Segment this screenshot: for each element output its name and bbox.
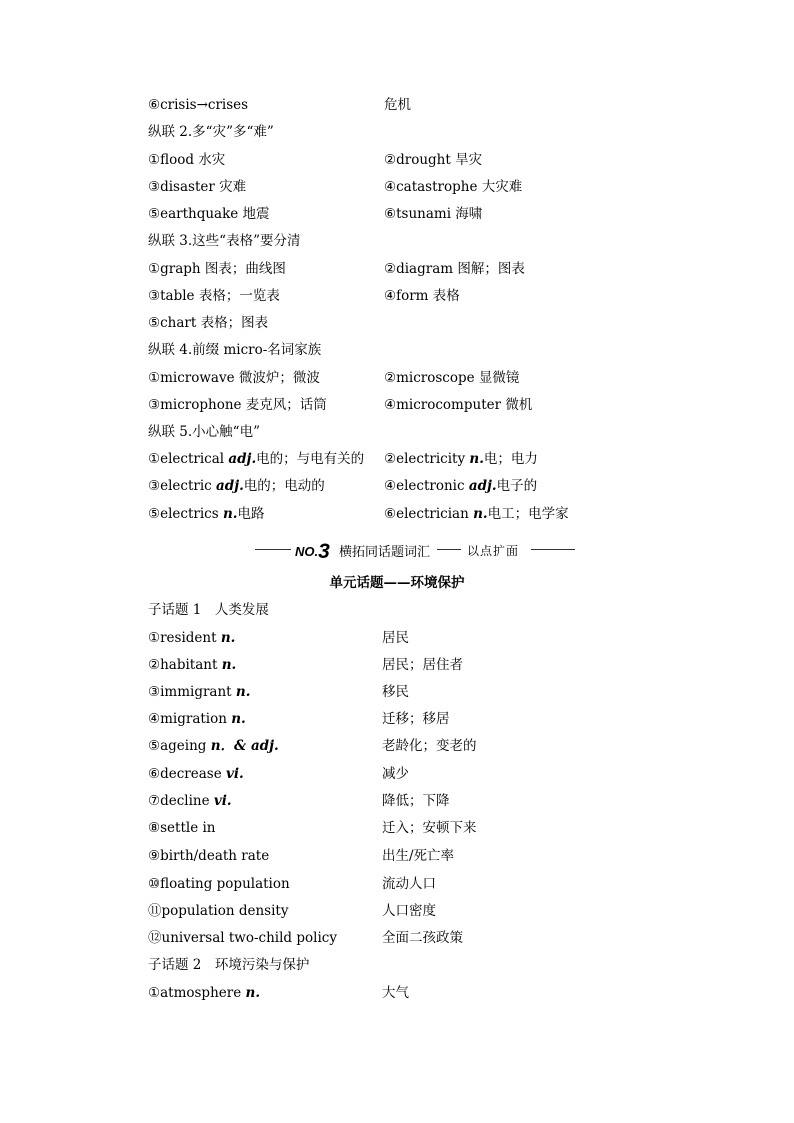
vocab-word: ③electric [148,478,217,494]
vocab-meaning: 移民 [382,684,409,700]
vocab-meaning: 大气 [382,985,409,1001]
vocab-word-text: ⑤ageing [148,738,211,754]
vocab-item: ④form 表格 [384,288,460,304]
vocab-meaning: 危机 [384,97,411,113]
vocab-word: ②electricity [384,451,470,467]
vocab-item: ③table 表格；一览表 [148,288,280,304]
subtopic-1-title: 子话题 1 人类发展 [148,602,269,618]
vocab-meaning: 电工；电学家 [487,506,569,522]
vocab-item: ⑥tsunami 海啸 [384,206,483,222]
vocab-word [148,736,279,756]
vocab-word-text: ③immigrant [148,684,236,700]
vocab-meaning: 电路 [237,506,265,522]
vocab-meaning: 电子的 [496,478,538,494]
vocab-meaning: 迁移；移居 [382,711,450,727]
vocab-word-text: ②habitant [148,657,222,673]
vocab-pos: n. [221,657,237,673]
vocab-meaning: 出生/死亡率 [382,848,455,864]
vocab-word: ⑫universal two-child policy [148,930,337,946]
vocab-item [384,476,537,496]
banner-title: 横拓同话题词汇 [339,545,431,560]
vocab-pos: n. [235,684,251,700]
vocab-item: ③microphone 麦克风；话筒 [148,397,327,413]
vocab-item [384,449,538,469]
vocab-item: ②microscope 显微镜 [384,370,520,386]
vocab-item: ①microwave 微波炉；微波 [148,370,320,386]
banner-no-number: 3 [318,540,330,563]
vocab-pos: adj. [216,478,244,494]
vocab-item: ④microcomputer 微机 [384,397,533,413]
vocab-item: ⑤earthquake 地震 [148,206,270,222]
vocab-meaning: 电；电力 [483,451,538,467]
vocab-item: ①graph 图表；曲线图 [148,261,286,277]
vocab-meaning: 电的；与电有关的 [256,451,365,467]
vocab-word [148,983,260,1003]
vocab-item: ④catastrophe 大灾难 [384,179,523,195]
vocab-pos: adj. [468,478,497,494]
vocab-item [148,504,264,524]
vocab-word: ①electrical [148,451,229,467]
vocab-word: ⑪population density [148,903,289,919]
group-4-title: 纵联 4.前缀 micro-名词家族 [148,342,322,358]
vocab-word-text: ⑦decline [148,793,214,809]
vocab-meaning: 居民 [382,630,409,646]
vocab-meaning: 电的；电动的 [243,478,325,494]
vocab-word [148,682,250,702]
vocab-word-text: ①atmosphere [148,985,246,1001]
banner-divider [437,549,461,550]
vocab-pos: n. [220,630,236,646]
group-5-title: 纵联 5.小心触“电” [148,424,260,440]
vocab-word [148,709,246,729]
group-3-title: 纵联 3.这些“表格”要分清 [148,233,301,249]
vocab-word [148,791,232,811]
vocab-meaning: 迁入；安顿下来 [382,820,477,836]
vocab-item: ①flood 水灾 [148,152,226,168]
vocab-pos: adj. [228,451,257,467]
banner-divider [531,549,575,550]
vocab-word [148,655,236,675]
vocab-pos: n. [473,506,488,522]
vocab-item [384,504,569,524]
vocab-meaning: 老龄化；变老的 [382,738,477,754]
vocab-item: ③disaster 灾难 [148,179,247,195]
vocab-pos: vi. [213,793,232,809]
vocab-word: ⑨birth/death rate [148,848,270,864]
vocab-pos: n. [469,451,484,467]
vocab-meaning: 居民；居住者 [382,657,463,673]
vocab-meaning: 减少 [382,766,409,782]
vocab-pos: n．& adj. [210,738,279,754]
vocab-word-text: ④migration [148,711,232,727]
vocab-word [148,764,244,784]
vocab-word: ⑤electrics [148,506,223,522]
banner-number [295,538,330,562]
vocab-pos: n. [222,506,238,522]
section-banner [255,537,575,561]
vocab-item: ②diagram 图解；图表 [384,261,525,277]
vocab-word-text: ⑥decrease [148,766,226,782]
vocab-meaning: 全面二孩政策 [382,930,463,946]
vocab-meaning: 流动人口 [382,876,436,892]
vocab-meaning: 降低；下降 [382,793,450,809]
subtopic-2-title: 子话题 2 环境污染与保护 [148,957,310,973]
group-2-title: 纵联 2.多“灾”多“难” [148,124,274,140]
vocab-word-text: ①resident [148,630,221,646]
vocab-word: ⑥electrician [384,506,474,522]
vocab-item: ⑤chart 表格；图表 [148,315,269,331]
topic-title: 单元话题——环境保护 [329,575,465,591]
banner-subtitle: 以点扩面 [467,544,520,558]
vocab-item: ②drought 旱灾 [384,152,483,168]
vocab-pos: n. [231,711,246,727]
vocab-word [148,628,235,648]
vocab-meaning: 人口密度 [382,903,436,919]
vocab-item [148,449,364,469]
vocab-pos: n. [245,985,261,1001]
vocab-word: ④electronic [384,478,469,494]
vocab-pos: vi. [226,766,244,782]
vocab-word: ⑥crisis→crises [148,97,249,113]
vocab-item [148,476,325,496]
banner-no-prefix: NO. [295,544,319,559]
banner-divider [255,549,291,550]
vocab-word: ⑧settle in [148,820,216,836]
vocab-word: ⑩floating population [148,876,290,892]
